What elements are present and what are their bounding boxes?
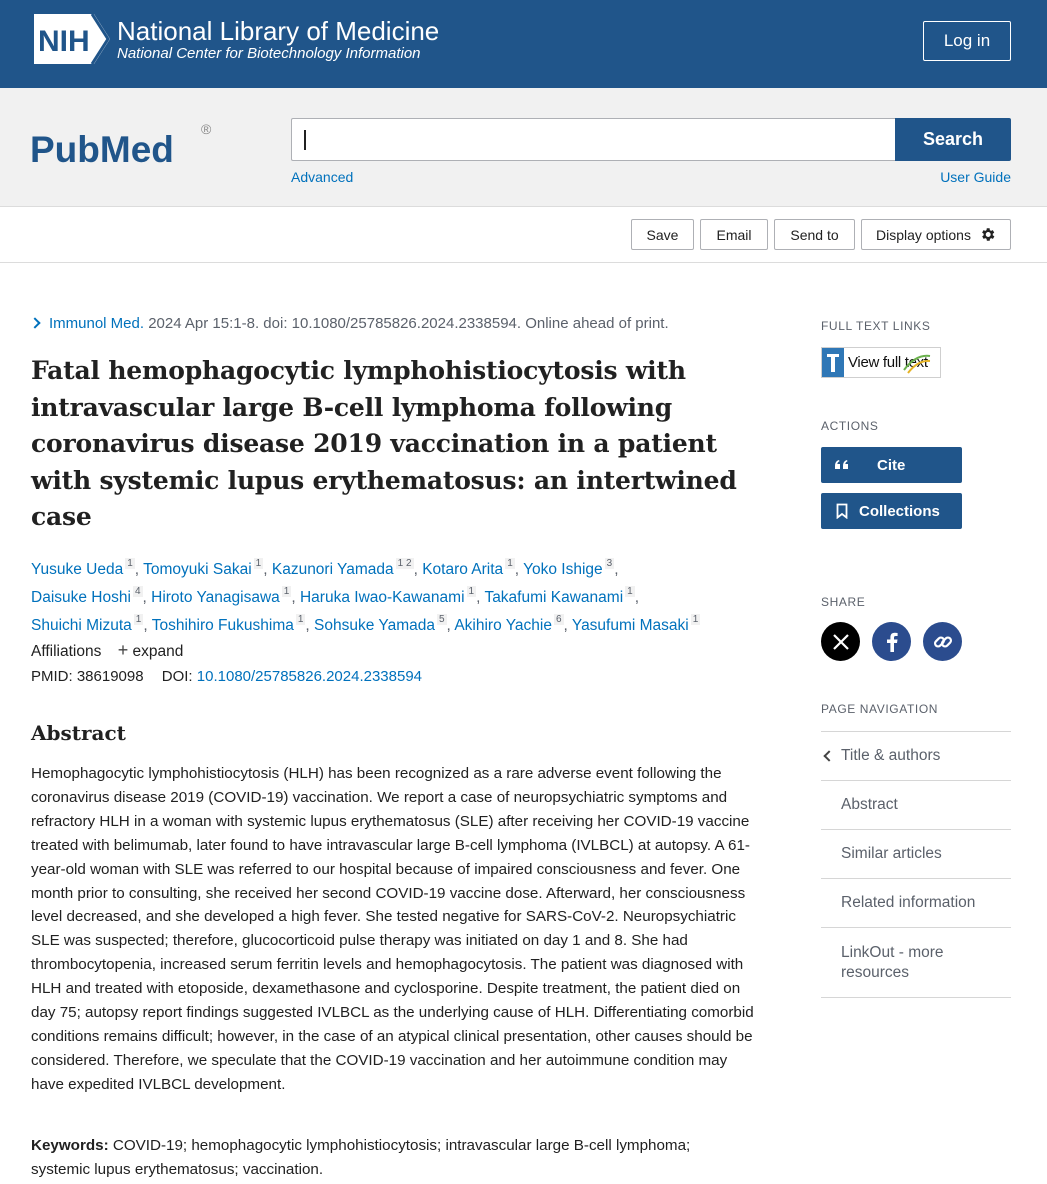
search-button[interactable]: Search xyxy=(895,118,1011,161)
author-link[interactable]: Kazunori Yamada xyxy=(271,561,394,579)
email-button[interactable]: Email xyxy=(700,219,768,250)
actions-heading: ACTIONS xyxy=(821,419,879,433)
author-link[interactable]: Yasufumi Masaki xyxy=(571,617,689,635)
affiliations-row xyxy=(31,640,183,661)
send-to-button[interactable]: Send to xyxy=(774,219,855,250)
search-band xyxy=(0,88,1047,207)
full-text-label: View full text xyxy=(848,354,928,371)
svg-text:NIH: NIH xyxy=(38,25,90,58)
affiliation-ref[interactable]: 1 xyxy=(468,586,475,598)
author xyxy=(314,614,447,635)
search-input[interactable] xyxy=(291,118,895,161)
chevron-left-icon xyxy=(823,750,834,761)
author xyxy=(271,558,414,579)
advanced-search-link[interactable]: Advanced xyxy=(291,169,354,185)
nav-item-related-information[interactable] xyxy=(821,879,1011,928)
collections-button[interactable] xyxy=(821,493,962,529)
nav-item-label: Abstract xyxy=(841,796,898,813)
keywords xyxy=(31,1134,751,1182)
expand-link[interactable]: expand xyxy=(132,643,184,660)
x-icon xyxy=(832,633,850,651)
author xyxy=(523,558,614,579)
affiliation-ref[interactable]: 1 xyxy=(127,558,133,569)
abstract-text: Hemophagocytic lymphohistiocytosis (HLH) has been recognized as a rare adverse event following the coronavirus disease 2019 (COVID-19) vaccination. We report a case of neuropsychiatric symptoms and refractory HLH in a woman with systemic lupus erythematosus (SLE) after receiving her COVID-19 vaccine treated with belimumab, later found to have intravascular large B-cell lymphoma (IVLBCL) at autopsy. A 61-year-old woman with SLE was referred to our hospital because of impaired consciousness and fever. One month prior to consulting, she received her second COVID-19 vaccine dose. Afterward, her consciousness level decreased, and she developed a high fever. She tested negative for SARS-CoV-2. Neuropsychiatric SLE was suspected; therefore, glucocorticoid pulse therapy was initiated on day 1 and 8. She had thrombocytopenia, increased serum ferritin levels and hemophagocytosis. The patient was diagnosed with HLH and treated with etoposide, dexamethasone and cyclosporine. Despite treatment, the patient died on day 75; autopsy report findings suggested IVLBCL as the underlying cause of HLH. Differentiating comorbid conditions remains difficult; however, in the case of an atypical clinical presentation, other causes should be considered. Therefore, we speculate that the COVID-19 vaccination and her autoimmune condition may have expedited IVLBCL development. xyxy=(31,765,754,1093)
collections-label: Collections xyxy=(859,502,940,520)
abstract-heading: Abstract xyxy=(31,721,126,745)
author-link[interactable]: Toshihiro Fukushima xyxy=(151,617,294,635)
user-guide-link[interactable]: User Guide xyxy=(940,169,1011,185)
author xyxy=(31,586,143,607)
facebook-icon xyxy=(886,632,898,652)
nav-item-abstract[interactable] xyxy=(821,781,1011,830)
author-list: Yusuke Ueda $^1$ , Tomoyuki Sakai $^1$ , Kazunori Yamada $^{1 2}$ , Kotaro Arita $^1$ , Yoko Ishige $^3$ , Daisuke Hoshi $^4$ , Hiroto Yanagisawa $^1$ , Haruka Iwao-Kawanami $^1$ , Takafumi Kawanami $^1$ , Shuichi Mizuta $^1$ , Toshihiro Fukushima $^1$ , Sohsuke Yamada $^5$ , Akihiro Yachie $^6$ , Yasufumi Masaki $^1$ xyxy=(31,558,699,635)
pmid-label: PMID: xyxy=(31,668,73,685)
page-navigation xyxy=(821,731,1011,998)
author xyxy=(422,558,515,579)
author-link[interactable]: Sohsuke Yamada xyxy=(314,617,435,635)
chevron-right-icon[interactable] xyxy=(29,317,40,328)
login-button[interactable]: Log in xyxy=(923,21,1011,61)
publisher-logo-icon xyxy=(822,348,844,377)
affiliation-ref[interactable]: 4 xyxy=(134,586,141,598)
nih-header xyxy=(0,0,1047,88)
nav-item-linkout[interactable] xyxy=(821,928,971,997)
article-toolbar xyxy=(0,207,1047,263)
svg-text:PubMed: PubMed xyxy=(30,129,174,170)
affiliation-ref[interactable]: 1 xyxy=(507,558,513,569)
author xyxy=(151,586,291,607)
affiliation-ref[interactable]: 5 xyxy=(438,614,445,626)
full-text-link[interactable] xyxy=(821,347,941,378)
author-link[interactable]: Yoko Ishige xyxy=(523,561,603,579)
author-link[interactable]: Shuichi Mizuta xyxy=(31,617,132,635)
cite-button[interactable] xyxy=(821,447,962,483)
affiliation-ref[interactable]: 1 xyxy=(692,614,699,626)
author-link[interactable]: Haruka Iwao-Kawanami xyxy=(299,589,465,607)
text-caret xyxy=(304,130,306,150)
author xyxy=(143,558,263,579)
keywords-label: Keywords: xyxy=(31,1137,109,1154)
author-link[interactable]: Takafumi Kawanami xyxy=(484,589,624,607)
nav-item-label: Similar articles xyxy=(841,845,942,862)
decorative-swoosh-icon xyxy=(902,348,932,377)
journal-link[interactable]: Immunol Med. xyxy=(49,315,145,332)
author-link[interactable]: Akihiro Yachie xyxy=(454,617,552,635)
author xyxy=(31,614,143,635)
pubmed-logo[interactable] xyxy=(30,114,215,172)
affiliation-ref[interactable]: 1 xyxy=(283,586,290,598)
author xyxy=(31,558,135,579)
doi-label: DOI: xyxy=(161,668,193,685)
author-link[interactable]: Kotaro Arita xyxy=(422,561,504,579)
identifiers-row xyxy=(31,668,422,685)
author-link[interactable]: Yusuke Ueda xyxy=(31,561,124,579)
display-options-button[interactable] xyxy=(861,219,1011,250)
org-subtitle[interactable]: National Center for Biotechnology Information xyxy=(117,45,421,62)
doi-link[interactable]: 10.1080/25785826.2024.2338594 xyxy=(196,668,423,685)
affiliation-ref[interactable]: 1 xyxy=(135,614,142,626)
x-share-button[interactable] xyxy=(821,622,860,661)
nav-item-title-authors[interactable] xyxy=(821,731,1011,781)
nih-logo[interactable] xyxy=(32,14,110,64)
citation-details: 2024 Apr 15:1-8. doi: 10.1080/25785826.2024.2338594. Online ahead of print. xyxy=(144,315,669,332)
author xyxy=(571,614,700,635)
author-link[interactable]: Daisuke Hoshi xyxy=(31,589,131,607)
org-title[interactable]: National Library of Medicine xyxy=(117,16,440,46)
author xyxy=(151,614,306,635)
page-navigation-heading: PAGE NAVIGATION xyxy=(821,702,939,716)
full-text-links-heading: FULL TEXT LINKS xyxy=(821,319,931,333)
article-title: Fatal hemophagocytic lymphohistiocytosis with intravascular large B-cell lymphoma following coronavirus disease 2019 vaccination in a patient with systemic lupus erythematosus: an intertwined case xyxy=(31,356,737,531)
affiliation-ref[interactable]: 6 xyxy=(555,614,562,626)
author xyxy=(454,614,563,635)
author xyxy=(484,586,634,607)
display-options-label: Display options xyxy=(876,226,971,243)
keywords-list: COVID-19; hemophagocytic lymphohistiocytosis; intravascular large B-cell lymphoma; systemic lupus erythematosus; vaccination. xyxy=(31,1137,691,1178)
affiliation-ref[interactable]: 1 xyxy=(297,614,304,626)
nav-item-label: Related information xyxy=(841,894,976,911)
nav-divider xyxy=(821,997,1011,998)
gear-icon xyxy=(979,226,996,243)
nav-item-label: LinkOut - more resources xyxy=(841,943,944,981)
copy-link-share-button[interactable] xyxy=(923,622,962,661)
save-button[interactable]: Save xyxy=(631,219,694,250)
plus-icon[interactable]: + xyxy=(117,640,129,660)
affiliation-ref[interactable]: 1 2 xyxy=(397,558,412,569)
nav-item-similar-articles[interactable] xyxy=(821,830,1011,879)
facebook-share-button[interactable] xyxy=(872,622,911,661)
author xyxy=(299,586,476,607)
citation-line xyxy=(31,315,669,332)
link-icon xyxy=(933,632,953,652)
affiliation-ref[interactable]: 3 xyxy=(606,558,613,569)
quote-icon xyxy=(834,457,850,473)
affiliations-label: Affiliations xyxy=(31,643,102,660)
author-link[interactable]: Hiroto Yanagisawa xyxy=(151,589,280,607)
nav-item-label: Title & authors xyxy=(841,747,941,764)
share-heading: SHARE xyxy=(821,595,866,609)
svg-text:®: ® xyxy=(201,121,212,137)
pmid-value: 38619098 xyxy=(76,668,144,685)
affiliation-ref[interactable]: 1 xyxy=(255,558,262,569)
bookmark-icon xyxy=(834,503,850,519)
cite-label: Cite xyxy=(877,456,906,474)
affiliation-ref[interactable]: 1 xyxy=(627,586,633,598)
author-link[interactable]: Tomoyuki Sakai xyxy=(143,561,252,579)
